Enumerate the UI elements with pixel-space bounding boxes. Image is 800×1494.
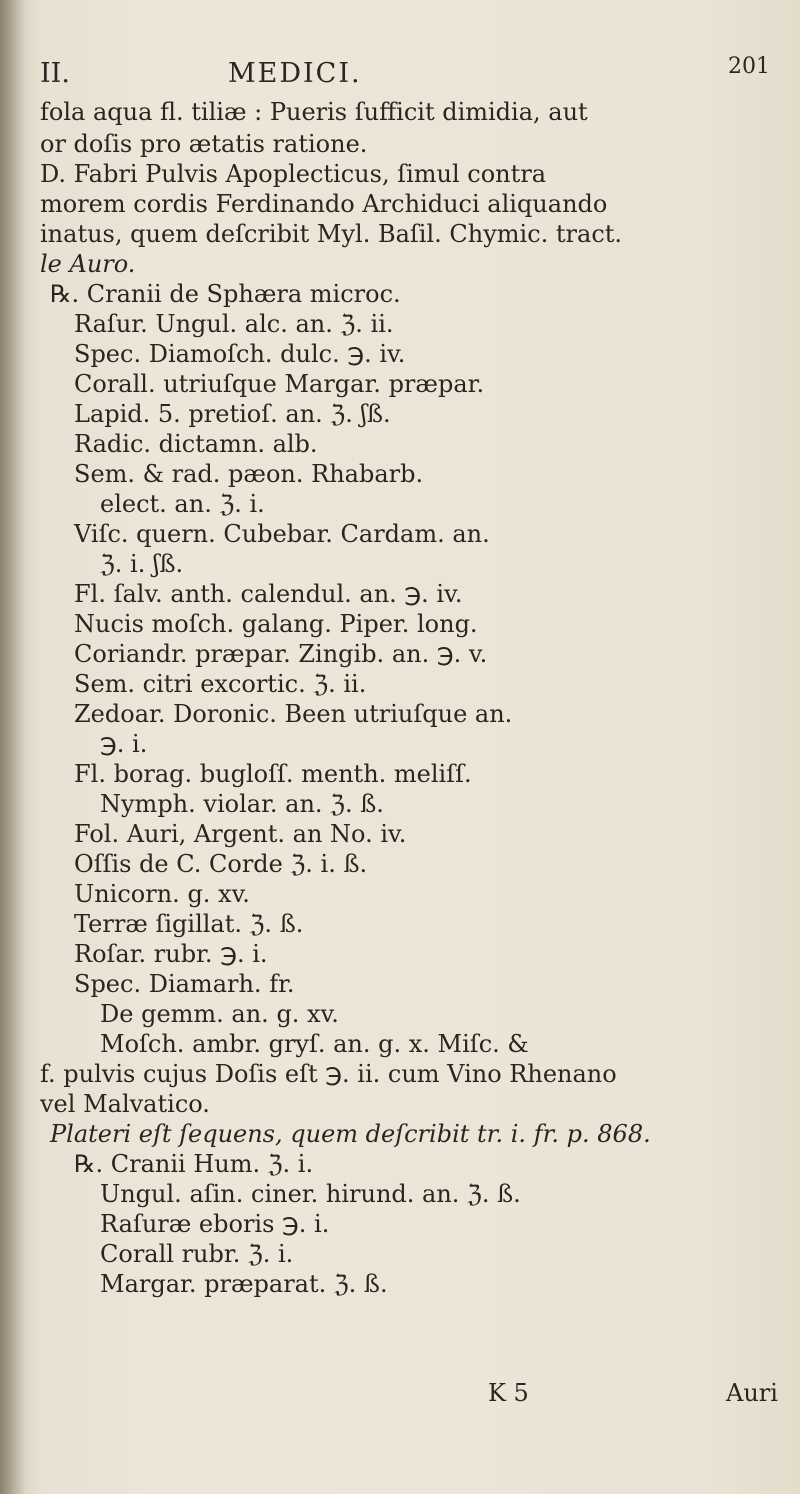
text-line: Ungul. aſin. ciner. hirund. an. ℨ. ß. xyxy=(100,1180,521,1208)
text-line: vel Malvatico. xyxy=(40,1090,210,1118)
text-line: Zedoar. Doronic. Been utriuſque an. xyxy=(74,700,513,728)
text-line: Spec. Diamarh. fr. xyxy=(74,970,295,998)
text-line: ℞. Cranii de Sphæra microc. xyxy=(50,280,401,308)
binding-shadow xyxy=(0,0,26,1494)
text-line: Raſuræ eboris ℈. i. xyxy=(100,1210,330,1238)
running-header xyxy=(0,54,800,94)
text-line: Unicorn. g. xv. xyxy=(74,880,250,908)
text-line: Sem. & rad. pæon. Rhabarb. xyxy=(74,460,424,488)
text-line: Roſar. rubr. ℈. i. xyxy=(74,940,268,968)
text-line: elect. an. ℨ. i. xyxy=(100,490,265,518)
page-number: 201 xyxy=(728,54,770,79)
text-line: Viſc. quern. Cubebar. Cardam. an. xyxy=(74,520,490,548)
text-line: Nymph. violar. an. ℨ. ß. xyxy=(100,790,384,818)
text-line: ℨ. i. ʃß. xyxy=(100,550,184,578)
text-line: inatus, quem deſcribit Myl. Baſil. Chymic. tract. xyxy=(40,220,623,248)
text-line: Radic. dictamn. alb. xyxy=(74,430,318,458)
running-title: MEDICI. xyxy=(228,58,362,89)
text-line: Margar. præparat. ℨ. ß. xyxy=(100,1270,388,1298)
text-line: De gemm. an. g. xv. xyxy=(100,1000,339,1028)
text-line: Fol. Auri, Argent. an No. iv. xyxy=(74,820,407,848)
text-line: Moſch. ambr. gryſ. an. g. x. Miſc. & xyxy=(100,1030,529,1058)
text-line: morem cordis Ferdinando Archiduci aliquando xyxy=(40,190,608,218)
catchword: Auri xyxy=(726,1379,778,1407)
text-line: Corall. utriuſque Margar. præpar. xyxy=(74,370,485,398)
text-line: Lapid. 5. pretioſ. an. ℨ. ʃß. xyxy=(74,400,391,428)
text-line: ℈. i. xyxy=(100,730,148,758)
text-line: Fl. borag. bugloſſ. menth. meliſſ. xyxy=(74,760,472,788)
signature-mark: K 5 xyxy=(488,1379,529,1407)
text-line: Raſur. Ungul. alc. an. ℨ. ii. xyxy=(74,310,394,338)
text-line: fola aqua fl. tiliæ : Pueris ſufficit dimidia, aut xyxy=(40,98,588,126)
text-line: Terræ ſigillat. ℨ. ß. xyxy=(74,910,304,938)
text-line: ℞. Cranii Hum. ℨ. i. xyxy=(74,1150,314,1178)
text-line: or doſis pro ætatis ratione. xyxy=(40,130,368,158)
text-line: Fl. ſalv. anth. calendul. an. ℈. iv. xyxy=(74,580,463,608)
text-line: Oſſis de C. Corde ℨ. i. ß. xyxy=(74,850,368,878)
text-line: Corall rubr. ℨ. i. xyxy=(100,1240,294,1268)
text-line: Coriandr. præpar. Zingib. an. ℈. v. xyxy=(74,640,488,668)
text-line: le Auro. xyxy=(40,250,136,278)
text-line: Sem. citri excortic. ℨ. ii. xyxy=(74,670,367,698)
text-line: f. pulvis cujus Doſis eſt ℈. ii. cum Vino Rhenano xyxy=(40,1060,617,1088)
text-line: D. Fabri Pulvis Apoplecticus, ſimul contra xyxy=(40,160,547,188)
text-line: Spec. Diamoſch. dulc. ℈. iv. xyxy=(74,340,406,368)
text-line: Plateri eſt ſequens, quem deſcribit tr. i. fr. p. 868. xyxy=(50,1120,651,1148)
text-line: Nucis moſch. galang. Piper. long. xyxy=(74,610,478,638)
chapter-number: II. xyxy=(40,58,70,89)
